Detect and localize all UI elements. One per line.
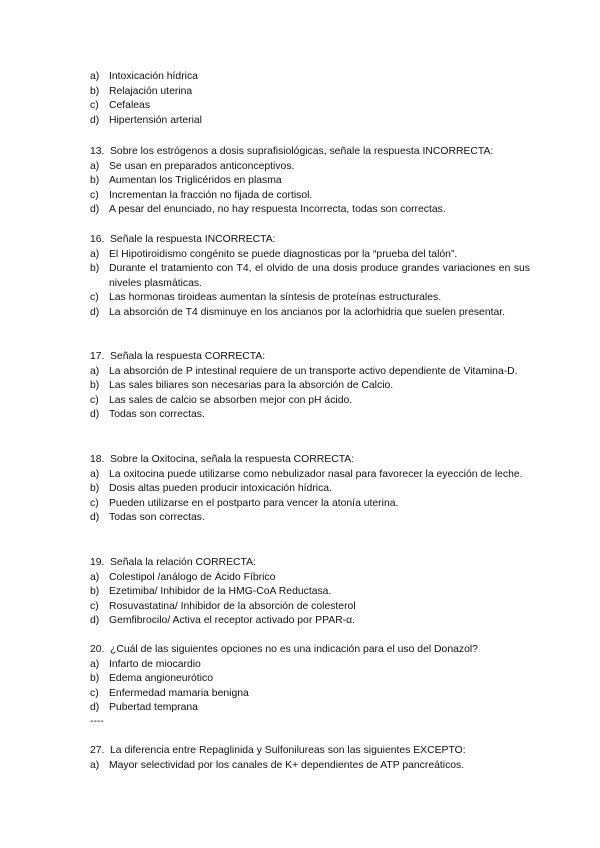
option-list (90, 658, 530, 716)
option-letter: c) (90, 497, 99, 509)
option-letter: b) (90, 85, 100, 97)
option-text: La absorción de T4 disminuye en los ancianos por la aclorhidria que suelen presentar. (109, 306, 506, 318)
option-list (90, 365, 530, 423)
option-text: Enfermedad mamaria benigna (109, 687, 249, 699)
question-number: 17. (90, 351, 105, 362)
question-13 (90, 145, 530, 218)
option-item (90, 114, 520, 129)
option-item (90, 248, 530, 263)
question-text: ¿Cuál de las siguientes opciones no es una indicación para el uso del Donazol? (110, 644, 478, 655)
option-letter: a) (90, 571, 100, 583)
question-stem (90, 643, 530, 658)
option-letter: b) (90, 483, 100, 495)
option-item (90, 482, 530, 497)
option-letter: d) (90, 204, 100, 216)
option-item (90, 365, 530, 380)
option-letter: d) (90, 409, 100, 421)
option-item (90, 614, 530, 629)
option-text: Incrementan la fracción no fijada de cortisol. (109, 189, 313, 201)
option-letter: c) (90, 189, 99, 201)
option-letter: d) (90, 114, 100, 126)
question-text: Señala la respuesta CORRECTA: (110, 351, 266, 362)
option-item (90, 571, 530, 586)
question-stem (90, 350, 530, 365)
option-letter: c) (90, 292, 99, 304)
option-text: Mayor selectividad por los canales de K+ dependientes de ATP pancreáticos. (109, 759, 465, 771)
question-text: Señala la relación CORRECTA: (110, 557, 256, 568)
option-list (90, 468, 530, 526)
option-letter: c) (90, 600, 99, 612)
question-stem (90, 744, 530, 759)
option-letter: a) (90, 759, 100, 771)
option-item (90, 394, 530, 409)
option-text: Infarto de miocardio (109, 658, 201, 670)
option-item (90, 85, 520, 100)
option-item (90, 701, 530, 716)
question-16 (90, 233, 530, 321)
option-letter: a) (90, 248, 100, 260)
option-item (90, 658, 530, 673)
section-separator: ---- (90, 716, 104, 727)
option-item (90, 600, 530, 615)
question-number: 20. (90, 644, 105, 655)
question-stem (90, 453, 530, 468)
option-text: El Hipotiroidismo congénito se puede diagnosticas por la “prueba del talón”. (109, 248, 458, 260)
question-27 (90, 744, 530, 773)
question-text: Sobre la Oxitocina, señala la respuesta CORRECTA: (110, 454, 355, 465)
option-text: Hipertensión arterial (109, 114, 202, 126)
option-text: Rosuvastatina/ Inhibidor de la absorción de colesterol (109, 600, 356, 612)
option-text: Ezetimiba/ Inhibidor de la HMG-CoA Reductasa. (109, 586, 332, 598)
option-letter: d) (90, 512, 100, 524)
question-19 (90, 556, 530, 629)
option-letter: b) (90, 263, 100, 275)
option-item (90, 687, 530, 702)
option-text: La absorción de P intestinal requiere de un transporte activo dependiente de Vitamina-D. (109, 365, 518, 377)
option-text: Intoxicación hídrica (109, 71, 198, 82)
option-letter: b) (90, 380, 100, 392)
question-number: 19. (90, 557, 105, 568)
option-text: Gemfibrocilo/ Activa el receptor activado por PPAR-α. (109, 615, 356, 627)
option-letter: b) (90, 673, 100, 685)
option-letter: a) (90, 160, 100, 172)
option-item (90, 189, 530, 204)
option-text: Pubertad temprana (109, 702, 198, 714)
option-text: Dosis altas pueden producir intoxicación hídrica. (109, 483, 332, 495)
option-item (90, 160, 530, 175)
question-stem (90, 145, 530, 160)
option-item (90, 511, 530, 526)
option-item (90, 497, 530, 512)
option-letter: d) (90, 306, 100, 318)
option-item (90, 203, 530, 218)
option-letter: b) (90, 175, 100, 187)
option-text: Relajación uterina (109, 85, 193, 97)
option-letter: d) (90, 615, 100, 627)
option-item (90, 379, 530, 394)
option-text: Edema angioneurótico (109, 673, 213, 685)
option-letter: d) (90, 702, 100, 714)
option-letter: a) (90, 468, 100, 480)
question-20 (90, 643, 530, 716)
option-text: Se usan en preparados anticonceptivos. (109, 160, 295, 172)
option-list (90, 571, 530, 629)
option-text: Colestipol /análogo de Ácido Fíbrico (109, 571, 276, 583)
option-item (90, 585, 530, 600)
option-text: Las hormonas tiroideas aumentan la síntesis de proteínas estructurales. (109, 292, 442, 304)
question-stem (90, 556, 530, 571)
option-text: Cefaleas (109, 100, 151, 112)
option-item (90, 468, 530, 483)
option-letter: c) (90, 394, 99, 406)
question-number: 18. (90, 454, 105, 465)
question-text: La diferencia entre Repaglinida y Sulfonilureas son las siguientes EXCEPTO: (110, 745, 466, 756)
option-item (90, 70, 520, 85)
option-text: Durante el tratamiento con T4, el olvido de una dosis produce grandes variaciones en sus niveles plasmáticas. (109, 263, 530, 289)
option-letter: a) (90, 71, 100, 82)
question-18 (90, 453, 530, 526)
question-number: 27. (90, 745, 105, 756)
option-list (90, 160, 530, 218)
option-letter: c) (90, 687, 99, 699)
option-letter: a) (90, 658, 100, 670)
option-item (90, 408, 530, 423)
option-letter: c) (90, 100, 99, 112)
option-item (90, 672, 530, 687)
option-letter: b) (90, 586, 100, 598)
option-text: Aumentan los Triglicéridos en plasma (109, 175, 282, 187)
option-item (90, 262, 530, 291)
option-text: Las sales de calcio se absorben mejor con pH ácido. (109, 394, 353, 406)
option-list (90, 248, 530, 321)
option-text: A pesar del enunciado, no hay respuesta Incorrecta, todas son correctas. (109, 204, 446, 216)
option-text: La oxitocina puede utilizarse como nebulizador nasal para favorecer la eyección de leche. (109, 468, 523, 480)
option-item (90, 174, 530, 189)
option-text: Todas son correctas. (109, 409, 205, 421)
lead-options (90, 70, 520, 128)
option-text: Pueden utilizarse en el postparto para vencer la atonía uterina. (109, 497, 399, 509)
option-item (90, 99, 520, 114)
option-text: Todas son correctas. (109, 512, 205, 524)
question-17 (90, 350, 530, 423)
option-list (90, 759, 530, 774)
question-stem (90, 233, 530, 248)
question-number: 13. (90, 146, 105, 157)
option-item (90, 306, 530, 321)
option-item (90, 291, 530, 306)
option-letter: a) (90, 365, 100, 377)
option-text: Las sales biliares son necesarias para la absorción de Calcio. (109, 380, 394, 392)
question-number: 16. (90, 234, 105, 245)
question-text: Sobre los estrógenos a dosis suprafisiológicas, señale la respuesta INCORRECTA: (110, 146, 494, 157)
question-text: Señale la respuesta INCORRECTA: (110, 234, 276, 245)
option-item (90, 759, 530, 774)
